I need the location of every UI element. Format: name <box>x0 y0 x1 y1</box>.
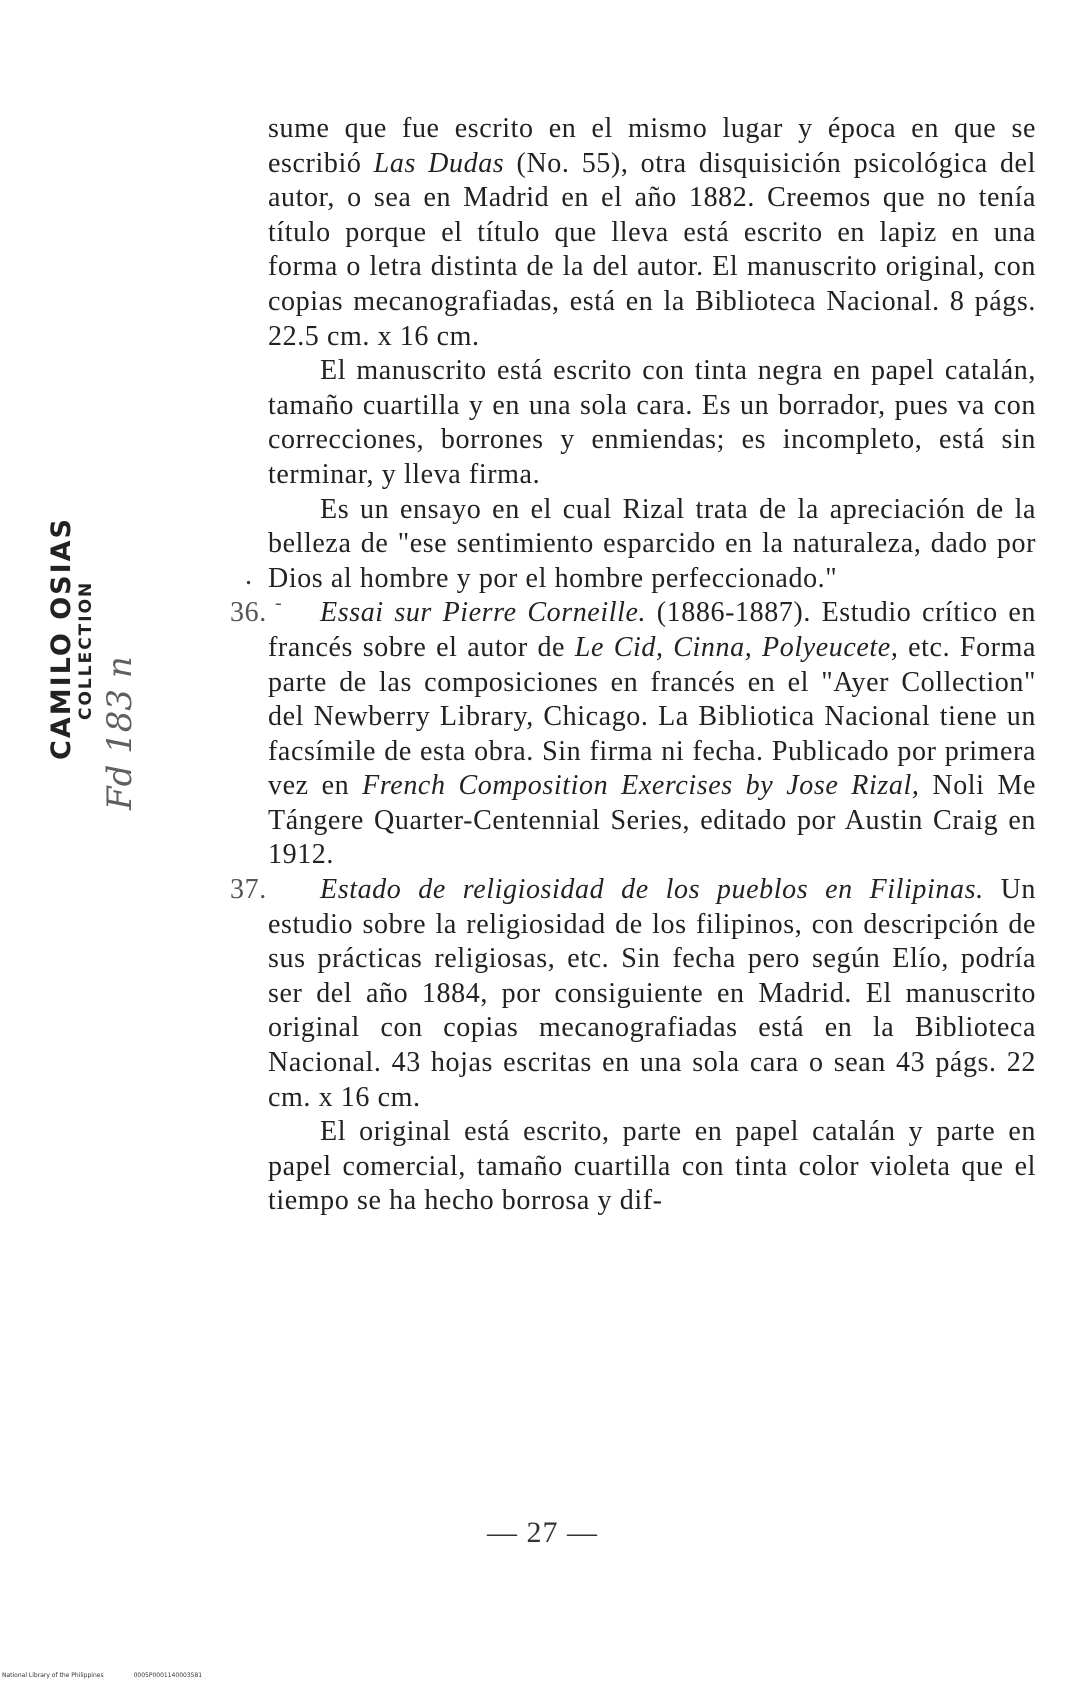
continuation-paragraph: sume que fue escrito en el mismo lugar y época en que se escribió Las Dudas (No. 55), otra disquisición psicológica del autor, o sea en Madrid en el año 1882. Creemos que no tenía título porque el título que lleva está escrito en lapiz en una forma o letra distinta de la del autor. El manuscrito original, con copias mecanografiadas, está en la Biblioteca Nacional. 8 págs. 22.5 cm. x 16 cm. <box>268 113 1036 352</box>
paragraph-original-description: El original está escrito, parte en papel catalán y parte en papel comercial, tamaño cuartilla con tinta color violeta que el tiempo se ha hecho borrosa y dif- <box>268 1116 1036 1217</box>
footer-code: 0005P0001140003581 <box>133 1672 203 1679</box>
entry-text: Essai sur Pierre Corneille. (1886-1887). Estudio crítico en francés sobre el autor de Le Cid, Cinna, Polyeucete, etc. Forma parte de las composiciones en francés en el "Ayer Collection" del Newberry Library, Chicago. La Bibliotica Nacional tiene un facsímile de esta obra. Sin firma ni fecha. Publicado por primera vez en French Composition Exercises by Jose Rizal, Noli Me Tángere Quarter-Centennial Series, editado por Austin Craig en 1912. <box>268 597 1036 871</box>
page-number: — 27 — <box>487 1516 598 1549</box>
stamp-line-2: COLLECTION <box>76 580 96 720</box>
stamp-line-1: CAMILO OSIAS <box>46 516 77 760</box>
entry-number: 37. <box>230 874 267 906</box>
paragraph-manuscript-description: El manuscrito está escrito con tinta negra en papel catalán, tamaño cuartilla y en una sola cara. Es un borrador, pues va con correcciones, borrones y enmiendas; es incompleto, está sin terminar, y lleva firma. <box>268 355 1036 490</box>
footer-institution: National Library of the Philippines <box>2 1672 104 1679</box>
margin-dash-mark: - <box>275 592 282 614</box>
body-text-column <box>230 112 1036 1219</box>
paragraph-essay-summary: Es un ensayo en el cual Rizal trata de la apreciación de la belleza de "ese sentimiento esparcido en la naturaleza, dado por Dios al hombre y por el hombre perfeccionado." <box>268 493 1036 594</box>
handwritten-call-number: Fd 183 n <box>100 656 140 810</box>
margin-dot-mark: . <box>245 560 252 591</box>
bibliography-entry-36 <box>230 596 1036 873</box>
collection-stamp <box>10 516 96 760</box>
scan-footer <box>2 1672 202 1679</box>
entry-text: Estado de religiosidad de los pueblos en Filipinas. Un estudio sobre la religiosidad de los filipinos, con descripción de sus prácticas religiosas, etc. Sin fecha pero según Elío, podría ser del año 1884, por consiguiente en Madrid. El manuscrito original con copias mecanografiadas está en la Biblioteca Nacional. 43 hojas escritas en una sola cara o sean 43 págs. 22 cm. x 16 cm. <box>268 874 1036 1113</box>
entry-number: 36. <box>230 597 267 629</box>
bibliography-entry-37 <box>230 873 1036 1115</box>
